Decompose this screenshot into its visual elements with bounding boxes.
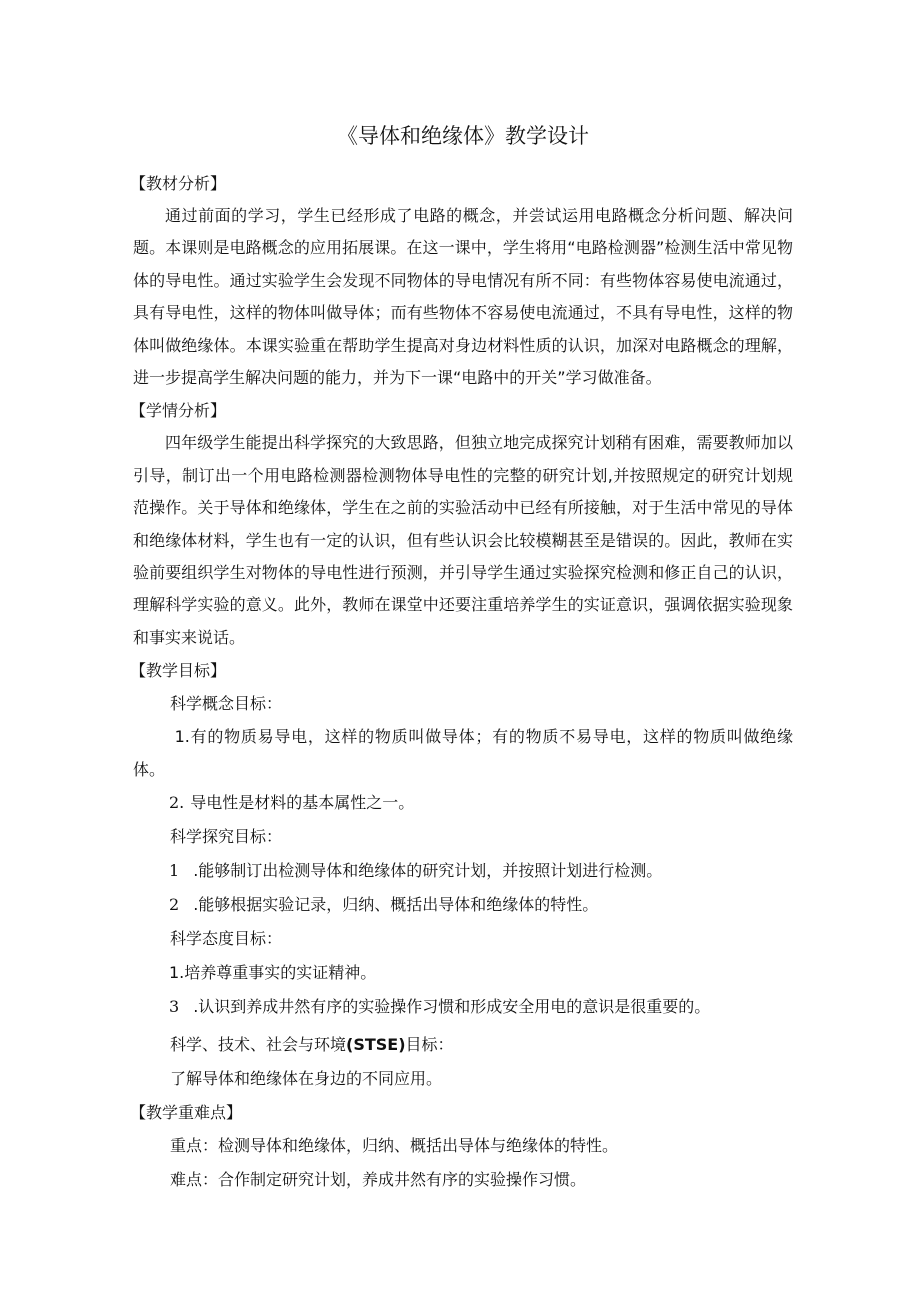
stse-goal-item-1: 了解导体和绝缘体在身边的不同应用。 [170,1069,443,1089]
concept-goal-item-2-number: 2. [169,793,185,813]
concept-goal-item-1: 1.有的物质易导电，这样的物质叫做导体；有的物质不易导电，这样的物质叫做绝缘体。 [133,727,793,779]
inquiry-goal-item-2 [133,888,793,922]
stse-goal-label-abbr: (STSE) [346,1035,406,1055]
inquiry-goal-item-1-number: 1 [169,861,180,881]
attitude-goal-label: 科学态度目标： [170,929,283,949]
heading-key-points: 【教学重难点】 [130,1103,243,1123]
document-page [130,118,793,1197]
attitude-goal-item-2-number: 3 [169,997,180,1017]
section-key-points [130,1096,793,1197]
section-teaching-goals [130,654,793,1096]
textbook-analysis-body: 通过前面的学习，学生已经形成了电路的概念，并尝试运用电路概念分析问题、解决问题。本课则是电路概念的应用拓展课。在这一课中，学生将用“电路检测器”检测生活中常见物体的导电性。通过实验学生会发现不同物体的导电情况有所不同：有些物体容易使电流通过，具有导电性，这样的物体叫做导体；而有些物体不容易使电流通过，不具有导电性，这样的物体叫做绝缘体。本课实验重在帮助学生提高对身边材料性质的认识，加深对电路概念的理解，进一步提高学生解决问题的能力，并为下一课“电路中的开关”学习做准备。 [133,206,793,388]
heading-student-analysis: 【学情分析】 [130,401,227,421]
attitude-goal-item-1: 1.培养尊重事实的实证精神。 [169,963,377,983]
heading-textbook-analysis: 【教材分析】 [130,174,227,193]
concept-goal-item-2 [133,786,793,820]
concept-goal-label: 科学概念目标： [170,694,283,714]
key-point: 重点：检测导体和绝缘体，归纳、概括出导体与绝缘体的特性。 [170,1136,619,1156]
attitude-goal-item-2-text: .认识到养成井然有序的实验操作习惯和形成安全用电的意识是很重要的。 [193,997,711,1017]
difficult-point: 难点：合作制定研究计划，养成井然有序的实验操作习惯。 [170,1170,587,1190]
document-title: 《导体和绝缘体》教学设计 [337,124,589,148]
stse-goal-label [133,1028,793,1062]
section-student-analysis [130,394,793,654]
attitude-goal-item-2 [133,990,793,1024]
inquiry-goal-item-1 [133,854,793,888]
concept-goal-item-2-text: 导电性是材料的基本属性之一。 [190,793,415,813]
heading-teaching-goals: 【教学目标】 [130,661,227,681]
section-textbook-analysis [130,167,793,394]
stse-goal-label-post: 目标： [405,1035,454,1055]
inquiry-goal-item-2-text: .能够根据实验记录，归纳、概括出导体和绝缘体的特性。 [193,895,599,915]
inquiry-goal-item-1-text: .能够制订出检测导体和绝缘体的研究计划，并按照计划进行检测。 [193,861,663,881]
student-analysis-body: 四年级学生能提出科学探究的大致思路，但独立地完成探究计划稍有困难，需要教师加以引导，制订出一个用电路检测器检测物体导电性的完整的研究计划,并按照规定的研究计划规范操作。关于导体和绝缘体，学生在之前的实验活动中已经有所接触，对于生活中常见的导体和绝缘体材料，学生也有一定的认识，但有些认识会比较模糊甚至是错误的。因此，教师在实验前要组织学生对物体的导电性进行预测，并引导学生通过实验探究检测和修正自己的认识，理解科学实验的意义。此外，教师在课堂中还要注重培养学生的实证意识，强调依据实验现象和事实来说话。 [133,433,793,647]
inquiry-goal-item-2-number: 2 [169,895,180,915]
stse-goal-label-pre: 科学、技术、社会与环境 [170,1035,347,1055]
inquiry-goal-label: 科学探究目标： [170,827,283,847]
